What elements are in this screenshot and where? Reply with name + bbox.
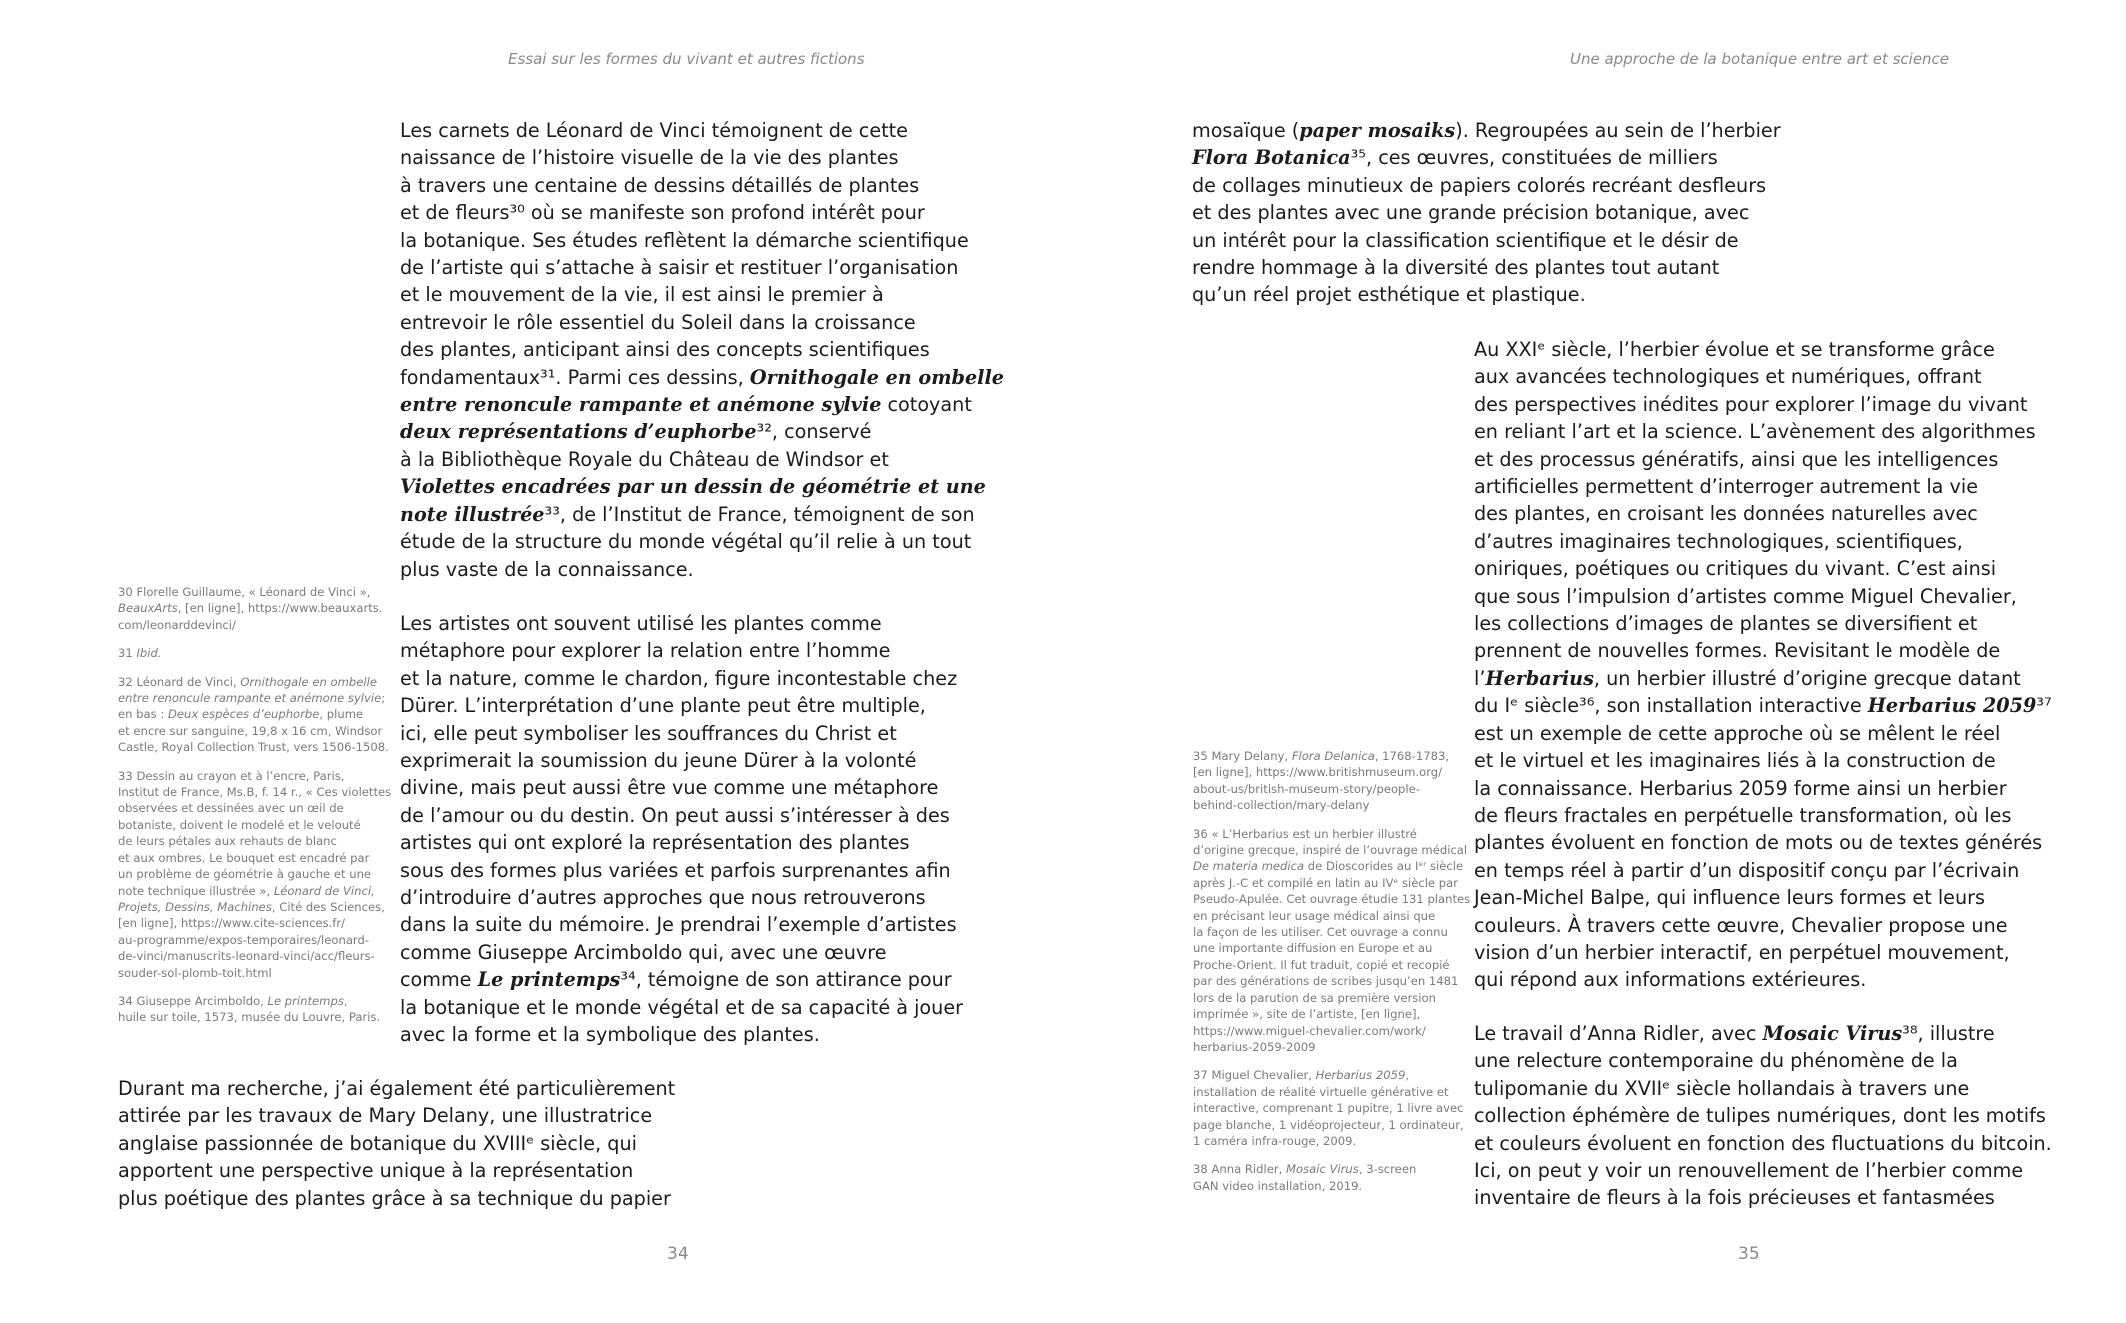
body-paragraph <box>400 117 1004 583</box>
text-line: est un exemple de cette approche où se mêlent le réel <box>1474 721 2001 745</box>
text-line: entre renoncule rampante et anémone sylvie cotoyant <box>400 393 972 417</box>
text-line: de collages minutieux de papiers colorés recréant desfleurs <box>1192 173 1767 197</box>
footnote-line: 1 caméra infra-rouge, 2009. <box>1193 1133 1357 1148</box>
text-line: et la nature, comme le chardon, figure incontestable chez <box>400 666 958 690</box>
footnote <box>118 584 391 633</box>
footnote-line: installation de réalité virtuelle générative et <box>1193 1084 1449 1099</box>
text-line: Les artistes ont souvent utilisé les plantes comme <box>400 612 882 635</box>
italic-title: paper mosaiks <box>1299 119 1456 142</box>
text-line: à la Bibliothèque Royale du Château de Windsor et <box>400 447 889 471</box>
footnote-line: huile sur toile, 1573, musée du Louvre, Paris. <box>118 1010 381 1025</box>
body-paragraph <box>1474 1020 2052 1212</box>
text-line: et de fleurs³⁰ où se manifeste son profond intérêt pour <box>400 201 925 225</box>
text-line: de l’amour ou du destin. On peut aussi s’intéresser à des <box>400 803 950 827</box>
body-paragraph <box>1474 336 2052 994</box>
text-line: Le travail d’Anna Ridler, avec Mosaic Virus³⁸, illustre <box>1474 1022 1995 1045</box>
text-line: attirée par les travaux de Mary Delany, une illustratrice <box>118 1104 653 1128</box>
text-line: de fleurs fractales en perpétuelle transformation, où les <box>1474 803 2012 827</box>
text-line: Flora Botanica³⁵, ces œuvres, constituées de milliers <box>1192 146 1718 170</box>
footnote <box>118 768 391 981</box>
text-line: oniriques, poétiques ou critiques du vivant. C’est ainsi <box>1474 557 1997 581</box>
text-line: Au XXIᵉ siècle, l’herbier évolue et se transforme grâce <box>1474 338 1995 361</box>
text-line: rendre hommage à la diversité des plantes tout autant <box>1192 256 1720 280</box>
page-number: 34 <box>667 1244 689 1264</box>
text-line: entrevoir le rôle essentiel du Soleil dans la croissance <box>400 310 916 334</box>
text-line: comme Le printemps³⁴, témoigne de son attirance pour <box>400 968 952 992</box>
text-line: des perspectives inédites pour explorer l’image du vivant <box>1474 392 2028 416</box>
footnote-line: 34 Giuseppe Arcimboldo, Le printemps, <box>118 993 348 1008</box>
italic-title: Ornithogale en ombelle <box>240 674 377 689</box>
text-line: à travers une centaine de dessins détaillés de plantes <box>400 173 920 197</box>
text-line: inventaire de fleurs à la fois précieuses et fantasmées <box>1474 1186 1995 1210</box>
footnote <box>1193 826 1470 1056</box>
italic-title: Mosaic Virus <box>1285 1162 1359 1177</box>
footnote-line: [en ligne], https://www.cite-sciences.fr/ <box>118 916 346 931</box>
text-line: Les carnets de Léonard de Vinci témoignent de cette <box>400 119 908 142</box>
page-number: 35 <box>1738 1244 1760 1264</box>
footnote-line: 38 Anna Ridler, Mosaic Virus, 3-screen <box>1193 1162 1417 1177</box>
text-line: ici, elle peut symboliser les souffrances du Christ et <box>400 721 897 745</box>
footnote-line: d’origine grecque, inspiré de l’ouvrage médical <box>1193 843 1468 858</box>
footnote-line: un problème de géométrie à gauche et une <box>118 867 372 882</box>
text-line: deux représentations d’euphorbe³², conservé <box>400 420 872 444</box>
text-line: la botanique. Ses études reflètent la démarche scientifique <box>400 228 969 252</box>
text-line: plus poétique des plantes grâce à sa technique du papier <box>118 1186 671 1210</box>
text-line: de l’artiste qui s’attache à saisir et restituer l’organisation <box>400 256 959 280</box>
text-line: plus vaste de la connaissance. <box>400 557 694 581</box>
text-line: artistes qui ont exploré la représentation des plantes <box>400 831 910 855</box>
text-line: comme Giuseppe Arcimboldo qui, avec une œuvre <box>400 940 887 964</box>
footnote-line: lors de la parution de sa première version <box>1193 990 1436 1005</box>
text-line: en reliant l’art et la science. L’avènement des algorithmes <box>1474 420 2036 444</box>
italic-title: BeauxArts <box>118 601 178 616</box>
footnote-line: et encre sur sanguine, 19,8 x 16 cm, Windsor <box>118 723 383 738</box>
text-line: et des processus génératifs, ainsi que les intelligences <box>1474 447 1999 471</box>
italic-title: Flora Delanica <box>1291 749 1375 763</box>
footnote <box>118 645 391 661</box>
footnote-line: de leurs pétales aux rehauts de blanc <box>118 834 337 849</box>
text-line: aux avancées technologiques et numériques, offrant <box>1474 365 1982 389</box>
footnote-line: imprimée », site de l’artiste, [en ligne], <box>1193 1007 1421 1022</box>
text-line: la connaissance. Herbarius 2059 forme ainsi un herbier <box>1474 776 2007 800</box>
footnote-line: about-us/british-museum-story/people- <box>1193 781 1420 796</box>
footnote-line: Institut de France, Ms.B, f. 14 r., « Ces violettes <box>118 785 392 800</box>
text-line: fondamentaux³¹. Parmi ces dessins, Ornithogale en ombelle <box>400 365 1004 389</box>
text-line: métaphore pour explorer la relation entre l’homme <box>400 639 891 663</box>
text-line: apportent une perspective unique à la représentation <box>118 1159 634 1183</box>
footnote-line: en précisant leur usage médical ainsi que <box>1193 908 1436 923</box>
italic-title: Violettes encadrées par un dessin de géométrie et une <box>400 475 986 499</box>
footnote-line: et aux ombres. Le bouquet est encadré par <box>118 850 370 865</box>
text-line: des plantes, en croisant les données naturelles avec <box>1474 502 1978 526</box>
footnote <box>1193 748 1470 814</box>
footnote-line: herbarius-2059-2009 <box>1193 1039 1316 1054</box>
italic-title: Deux espèces d’euphorbe <box>167 707 320 722</box>
footnote <box>118 674 391 756</box>
footnote-line: entre renoncule rampante et anémone sylvie; <box>118 691 386 706</box>
footnote-line: page blanche, 1 vidéoprojecteur, 1 ordinateur, <box>1193 1117 1464 1132</box>
italic-title: note illustrée <box>400 502 545 526</box>
text-line: les collections d’images de plantes se diversifient et <box>1474 612 1978 636</box>
text-line: vision d’un herbier interactif, en perpétuel mouvement, <box>1474 940 2010 964</box>
text-line: un intérêt pour la classification scientifique et le désir de <box>1192 228 1739 252</box>
footnote-line: https://www.miguel-chevalier.com/work/ <box>1193 1023 1426 1038</box>
footnote-line: GAN video installation, 2019. <box>1193 1178 1363 1193</box>
right-page <box>1063 0 2126 1323</box>
text-line: note illustrée³³, de l’Institut de France, témoignent de son <box>400 502 975 526</box>
footnote-line: 31 Ibid. <box>118 646 162 661</box>
footnotes <box>1193 748 1470 1206</box>
text-line: divine, mais peut aussi être vue comme une métaphore <box>400 776 939 800</box>
footnote-line: 33 Dessin au crayon et à l’encre, Paris, <box>118 768 345 783</box>
text-line: que sous l’impulsion d’artistes comme Miguel Chevalier, <box>1474 584 2017 608</box>
text-line: Durant ma recherche, j’ai également été particulièrement <box>118 1077 676 1100</box>
italic-title: Ibid. <box>136 646 162 661</box>
footnote-line: Proche-Orient. Il fut traduit, copié et recopié <box>1193 957 1450 972</box>
footnote-line: 30 Florelle Guillaume, « Léonard de Vinci », <box>118 585 371 599</box>
footnote-line: par des générations de scribes jusqu’en 1481 <box>1193 974 1459 989</box>
text-line: artificielles permettent d’interroger autrement la vie <box>1474 475 1978 499</box>
footnote-line: behind-collection/mary-delany <box>1193 798 1370 813</box>
italic-title: Le printemps <box>477 968 621 992</box>
body-paragraph <box>1192 117 1781 309</box>
italic-title: Flora Botanica <box>1192 146 1351 170</box>
text-line: collection éphémère de tulipes numériques, dont les motifs <box>1474 1104 2046 1128</box>
text-line: et le virtuel et les imaginaires liés à la construction de <box>1474 749 1996 773</box>
text-line: la botanique et le monde végétal et de sa capacité à jouer <box>400 995 964 1019</box>
text-line: d’introduire d’autres approches que nous retrouverons <box>400 886 926 910</box>
text-line: avec la forme et la symbolique des plantes. <box>400 1023 820 1047</box>
text-line: et couleurs évoluent en fonction des fluctuations du bitcoin. <box>1474 1131 2052 1155</box>
footnote-line: 35 Mary Delany, Flora Delanica, 1768-1783, <box>1193 749 1450 763</box>
footnote <box>1193 1067 1470 1149</box>
footnote <box>118 993 391 1026</box>
running-header: Une approche de la botanique entre art et science <box>1570 50 1950 68</box>
text-line: sous des formes plus variées et parfois surprenantes afin <box>400 858 951 882</box>
footnote-line: botaniste, doivent le modelé et le velouté <box>118 817 361 832</box>
italic-title: Ornithogale en ombelle <box>749 365 1004 389</box>
footnote-line: Projets, Dessins, Machines, Cité des Sciences, <box>118 899 385 914</box>
footnote-line: De materia medica de Dioscorides au Iᵉʳ siècle <box>1193 859 1464 874</box>
text-line: l’Herbarius, un herbier illustré d’origine grecque datant <box>1474 666 2021 690</box>
text-line: et des plantes avec une grande précision botanique, avec <box>1192 201 1750 225</box>
italic-title: entre renoncule rampante et anémone sylvie <box>118 691 382 706</box>
text-line <box>400 473 1004 500</box>
footnote-line: observées et dessinées avec un œil de <box>118 801 344 816</box>
italic-title: deux représentations d’euphorbe <box>400 420 757 444</box>
text-line: du Iᵉ siècle³⁶, son installation interactive Herbarius 2059³⁷ <box>1474 694 2052 718</box>
footnote-line: 32 Léonard de Vinci, Ornithogale en ombelle <box>118 674 377 689</box>
text-line: qu’un réel projet esthétique et plastique. <box>1192 283 1586 307</box>
text-line: exprimerait la soumission du jeune Dürer à la volonté <box>400 749 917 773</box>
footnote-line: la façon de les utiliser. Cet ouvrage a connu <box>1193 925 1448 940</box>
italic-title: Herbarius 2059 <box>1315 1068 1406 1083</box>
text-line: Dürer. L’interprétation d’une plante peut être multiple, <box>400 694 926 718</box>
text-line: Jean-Michel Balpe, qui influence leurs formes et leurs <box>1474 886 1986 910</box>
footnote <box>1193 1161 1470 1194</box>
text-line: prennent de nouvelles formes. Revisitant le modèle de <box>1474 639 2001 663</box>
text-line: une relecture contemporaine du phénomène de la <box>1474 1049 1958 1073</box>
footnote-line: BeauxArts, [en ligne], https://www.beauxarts. <box>118 601 383 616</box>
text-line: plantes évoluent en fonction de mots ou de textes générés <box>1474 831 2043 855</box>
text-line: couleurs. À travers cette œuvre, Chevalier propose une <box>1474 913 2008 937</box>
footnote-line: une importante diffusion en Europe et au <box>1193 941 1433 956</box>
text-line: des plantes, anticipant ainsi des concepts scientifiques <box>400 338 930 362</box>
text-line: dans la suite du mémoire. Je prendrai l’exemple d’artistes <box>400 913 957 937</box>
italic-title: Projets, Dessins, Machines <box>118 899 272 914</box>
footnote-line: 36 « L’Herbarius est un herbier illustré <box>1193 826 1417 841</box>
running-header: Essai sur les formes du vivant et autres fictions <box>508 50 865 68</box>
italic-title: Herbarius 2059 <box>1867 694 2037 718</box>
text-line: étude de la structure du monde végétal qu’il relie à un tout <box>400 530 972 554</box>
footnote-line: 37 Miguel Chevalier, Herbarius 2059, <box>1193 1068 1410 1083</box>
text-line: naissance de l’histoire visuelle de la vie des plantes <box>400 146 899 170</box>
text-line: en temps réel à partir d’un dispositif conçu par l’écrivain <box>1474 858 2020 882</box>
footnotes <box>118 584 391 1038</box>
footnote-line: après J.-C et compilé en latin au IVᵉ siècle par <box>1193 875 1458 890</box>
footnote-line: souder-sol-plomb-toit.html <box>118 965 272 980</box>
body-paragraph <box>118 1075 675 1212</box>
text-line: et le mouvement de la vie, il est ainsi le premier à <box>400 283 884 307</box>
text-line: Ici, on peut y voir un renouvellement de l’herbier comme <box>1474 1159 2024 1183</box>
text-line: d’autres imaginaires technologiques, scientifiques, <box>1474 529 1963 553</box>
italic-title: Herbarius <box>1485 666 1594 690</box>
footnote-line: note technique illustrée », Léonard de Vinci, <box>118 883 375 898</box>
footnote-line: interactive, comprenant 1 pupitre, 1 livre avec <box>1193 1101 1464 1116</box>
italic-title: Léonard de Vinci, <box>273 883 375 898</box>
footnote-line: au-programme/expos-temporaires/leonard- <box>118 932 370 947</box>
footnote-line: Pseudo-Apulée. Cet ouvrage étudie 131 plantes <box>1193 892 1471 907</box>
footnote-line: com/leonarddevinci/ <box>118 617 236 632</box>
italic-title: Le printemps <box>267 993 344 1008</box>
footnote-line: en bas : Deux espèces d’euphorbe, plume <box>118 707 364 722</box>
body-paragraph <box>400 610 963 1049</box>
text-line: tulipomanie du XVIIᵉ siècle hollandais à travers une <box>1474 1076 1970 1100</box>
italic-title: Mosaic Virus <box>1762 1022 1903 1045</box>
footnote-line: Castle, Royal Collection Trust, vers 1506-1508. <box>118 740 389 755</box>
text-line: anglaise passionnée de botanique du XVIIIᵉ siècle, qui <box>118 1131 637 1155</box>
italic-title: De materia medica <box>1193 859 1305 874</box>
text-line: mosaïque (paper mosaiks). Regroupées au sein de l’herbier <box>1192 119 1781 142</box>
footnote-line: de-vinci/manuscrits-leonard-vinci/acc/fleurs- <box>118 949 375 964</box>
text-line: qui répond aux informations extérieures. <box>1474 968 1867 992</box>
italic-title: entre renoncule rampante et anémone sylvie <box>400 393 882 417</box>
footnote-line: [en ligne], https://www.britishmuseum.org/ <box>1193 765 1443 780</box>
